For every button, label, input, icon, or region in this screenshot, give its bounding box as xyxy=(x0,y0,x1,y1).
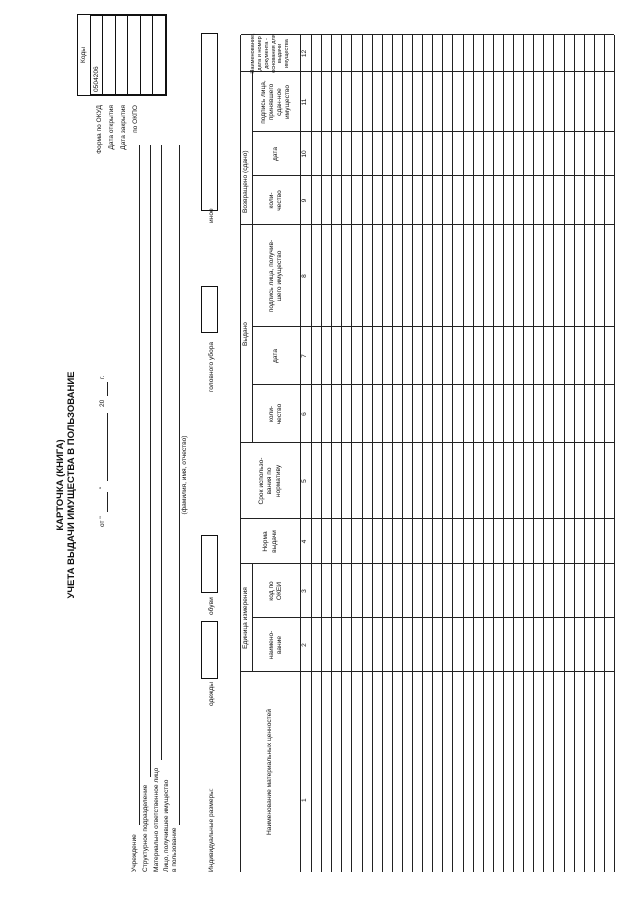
okud-label: Форма по ОКУД xyxy=(96,105,103,154)
institution-line xyxy=(139,145,140,825)
document-title: КАРТОЧКА (КНИГА) xyxy=(55,439,66,531)
close-date-cell[interactable] xyxy=(115,16,128,95)
document-subtitle: УЧЕТА ВЫДАЧИ ИМУЩЕСТВА В ПОЛЬЗОВАНИЕ xyxy=(66,371,77,599)
table-row-line xyxy=(372,35,373,872)
table-row-line xyxy=(564,35,565,872)
table-row-line xyxy=(351,35,352,872)
shoes-label: обуви xyxy=(208,597,215,615)
okpo-label: по ОКПО xyxy=(132,105,139,133)
norm-header: Норма выдачи xyxy=(262,530,278,553)
division-label: Структурное подразделение xyxy=(142,784,149,872)
clothing-size-box[interactable] xyxy=(201,621,218,679)
codes-header: Коды xyxy=(80,47,88,63)
returned-sign-header: подпись лица, принявшего сдан-ное имущество xyxy=(259,80,292,124)
table-row-line xyxy=(463,35,464,872)
sizes-label: Индивидуальные размеры: xyxy=(208,788,215,872)
term-header: Срок использо-вания по нормативу xyxy=(258,457,282,505)
responsible-label: Материально ответственное лицо xyxy=(153,767,160,872)
shoes-size-box[interactable] xyxy=(201,535,218,593)
table-row-line xyxy=(442,35,443,872)
division-line xyxy=(150,145,151,777)
num-1: 1 xyxy=(301,798,309,802)
table-column-line xyxy=(241,671,614,672)
table-column-line xyxy=(241,563,614,564)
num-2: 2 xyxy=(301,643,309,647)
num-12: 12 xyxy=(301,49,309,58)
num-11: 11 xyxy=(301,98,309,106)
table-row-line xyxy=(341,35,342,872)
date-year-line xyxy=(107,382,108,396)
table-row-line xyxy=(392,35,393,872)
table-row-line xyxy=(311,35,312,872)
okud-code-cell[interactable]: 0504206 xyxy=(90,16,103,95)
num-5: 5 xyxy=(301,479,309,483)
date-quote: " xyxy=(99,486,106,489)
table-row-line xyxy=(513,35,514,872)
headwear-label: головного убора xyxy=(208,341,215,392)
table-row-line xyxy=(382,35,383,872)
codes-table xyxy=(78,15,166,95)
issue-table xyxy=(240,35,615,872)
num-9: 9 xyxy=(301,198,309,203)
issued-group-header: Выдано xyxy=(242,322,250,346)
extra-code-cell-2[interactable] xyxy=(153,16,166,95)
institution-label: Учреждение xyxy=(131,834,138,872)
recipient-label-1: Лицо, получившее имущество xyxy=(163,779,170,872)
table-row-line xyxy=(402,35,403,872)
returned-qty-header: коли-чество xyxy=(267,190,283,211)
other-label: иное xyxy=(208,208,215,223)
table-row-line xyxy=(533,35,534,872)
table-row-line xyxy=(493,35,494,872)
basis-header: Наименование, дата и номер документа - основания для выдачи имущества xyxy=(250,33,291,74)
name-hint: (фамилия, имя, отчество) xyxy=(181,435,188,515)
table-row-line xyxy=(574,35,575,872)
table-row-line xyxy=(432,35,433,872)
date-month-line xyxy=(107,413,108,481)
table-row-line xyxy=(483,35,484,872)
group-header-line xyxy=(252,72,253,225)
table-row-line xyxy=(331,35,332,872)
date-year-prefix: 20 xyxy=(99,399,106,407)
table-row-line xyxy=(321,35,322,872)
clothing-label: одежды xyxy=(208,682,215,706)
date-from-label: от " xyxy=(99,516,106,527)
group-header-line xyxy=(252,225,253,443)
table-row-line xyxy=(412,35,413,872)
date-year-suffix: г. xyxy=(99,375,106,379)
open-date-cell[interactable] xyxy=(103,16,116,95)
extra-code-cell-1[interactable] xyxy=(140,16,153,95)
table-row-line xyxy=(594,35,595,872)
table-column-line xyxy=(241,518,614,519)
num-4: 4 xyxy=(301,539,309,544)
returned-date-header: дата xyxy=(271,147,279,161)
unit-group-header: Единица измерения xyxy=(242,587,250,649)
table-row-line xyxy=(604,35,605,872)
issued-qty-header: коли-чество xyxy=(267,403,283,425)
table-column-line xyxy=(241,224,614,225)
table-row-line xyxy=(300,35,301,872)
date-day-line xyxy=(107,492,108,512)
table-row-line xyxy=(473,35,474,872)
recipient-line xyxy=(179,145,180,825)
group-header-line xyxy=(252,564,253,672)
responsible-line xyxy=(161,145,162,760)
table-row-line xyxy=(584,35,585,872)
num-7: 7 xyxy=(301,354,309,358)
unit-name-header: наимено-вание xyxy=(267,630,283,660)
table-row-line xyxy=(553,35,554,872)
okpo-code-cell[interactable] xyxy=(128,16,141,95)
table-row-line xyxy=(503,35,504,872)
other-size-box[interactable] xyxy=(201,33,218,211)
unit-code-header: код по ОКЕИ xyxy=(267,581,283,601)
open-date-label: Дата открытия xyxy=(108,105,115,150)
num-10: 10 xyxy=(301,150,309,158)
issued-sign-header: подпись лица, получив-шего имущество xyxy=(267,239,283,313)
col-header-1: Наименование материальных ценностей xyxy=(266,709,274,835)
table-row-line xyxy=(523,35,524,872)
table-row-line xyxy=(422,35,423,872)
num-6: 6 xyxy=(301,412,309,416)
recipient-label-2: в пользование xyxy=(171,827,178,872)
table-row-line xyxy=(452,35,453,872)
table-column-line xyxy=(241,442,614,443)
issued-date-header: дата xyxy=(271,349,279,363)
num-8: 8 xyxy=(301,274,309,278)
returned-group-header: Возвращено (сдано) xyxy=(242,150,250,213)
close-date-label: Дата закрытия xyxy=(120,105,127,150)
table-row-line xyxy=(362,35,363,872)
headwear-size-box[interactable] xyxy=(201,286,218,333)
table-row-line xyxy=(543,35,544,872)
num-3: 3 xyxy=(301,589,309,593)
